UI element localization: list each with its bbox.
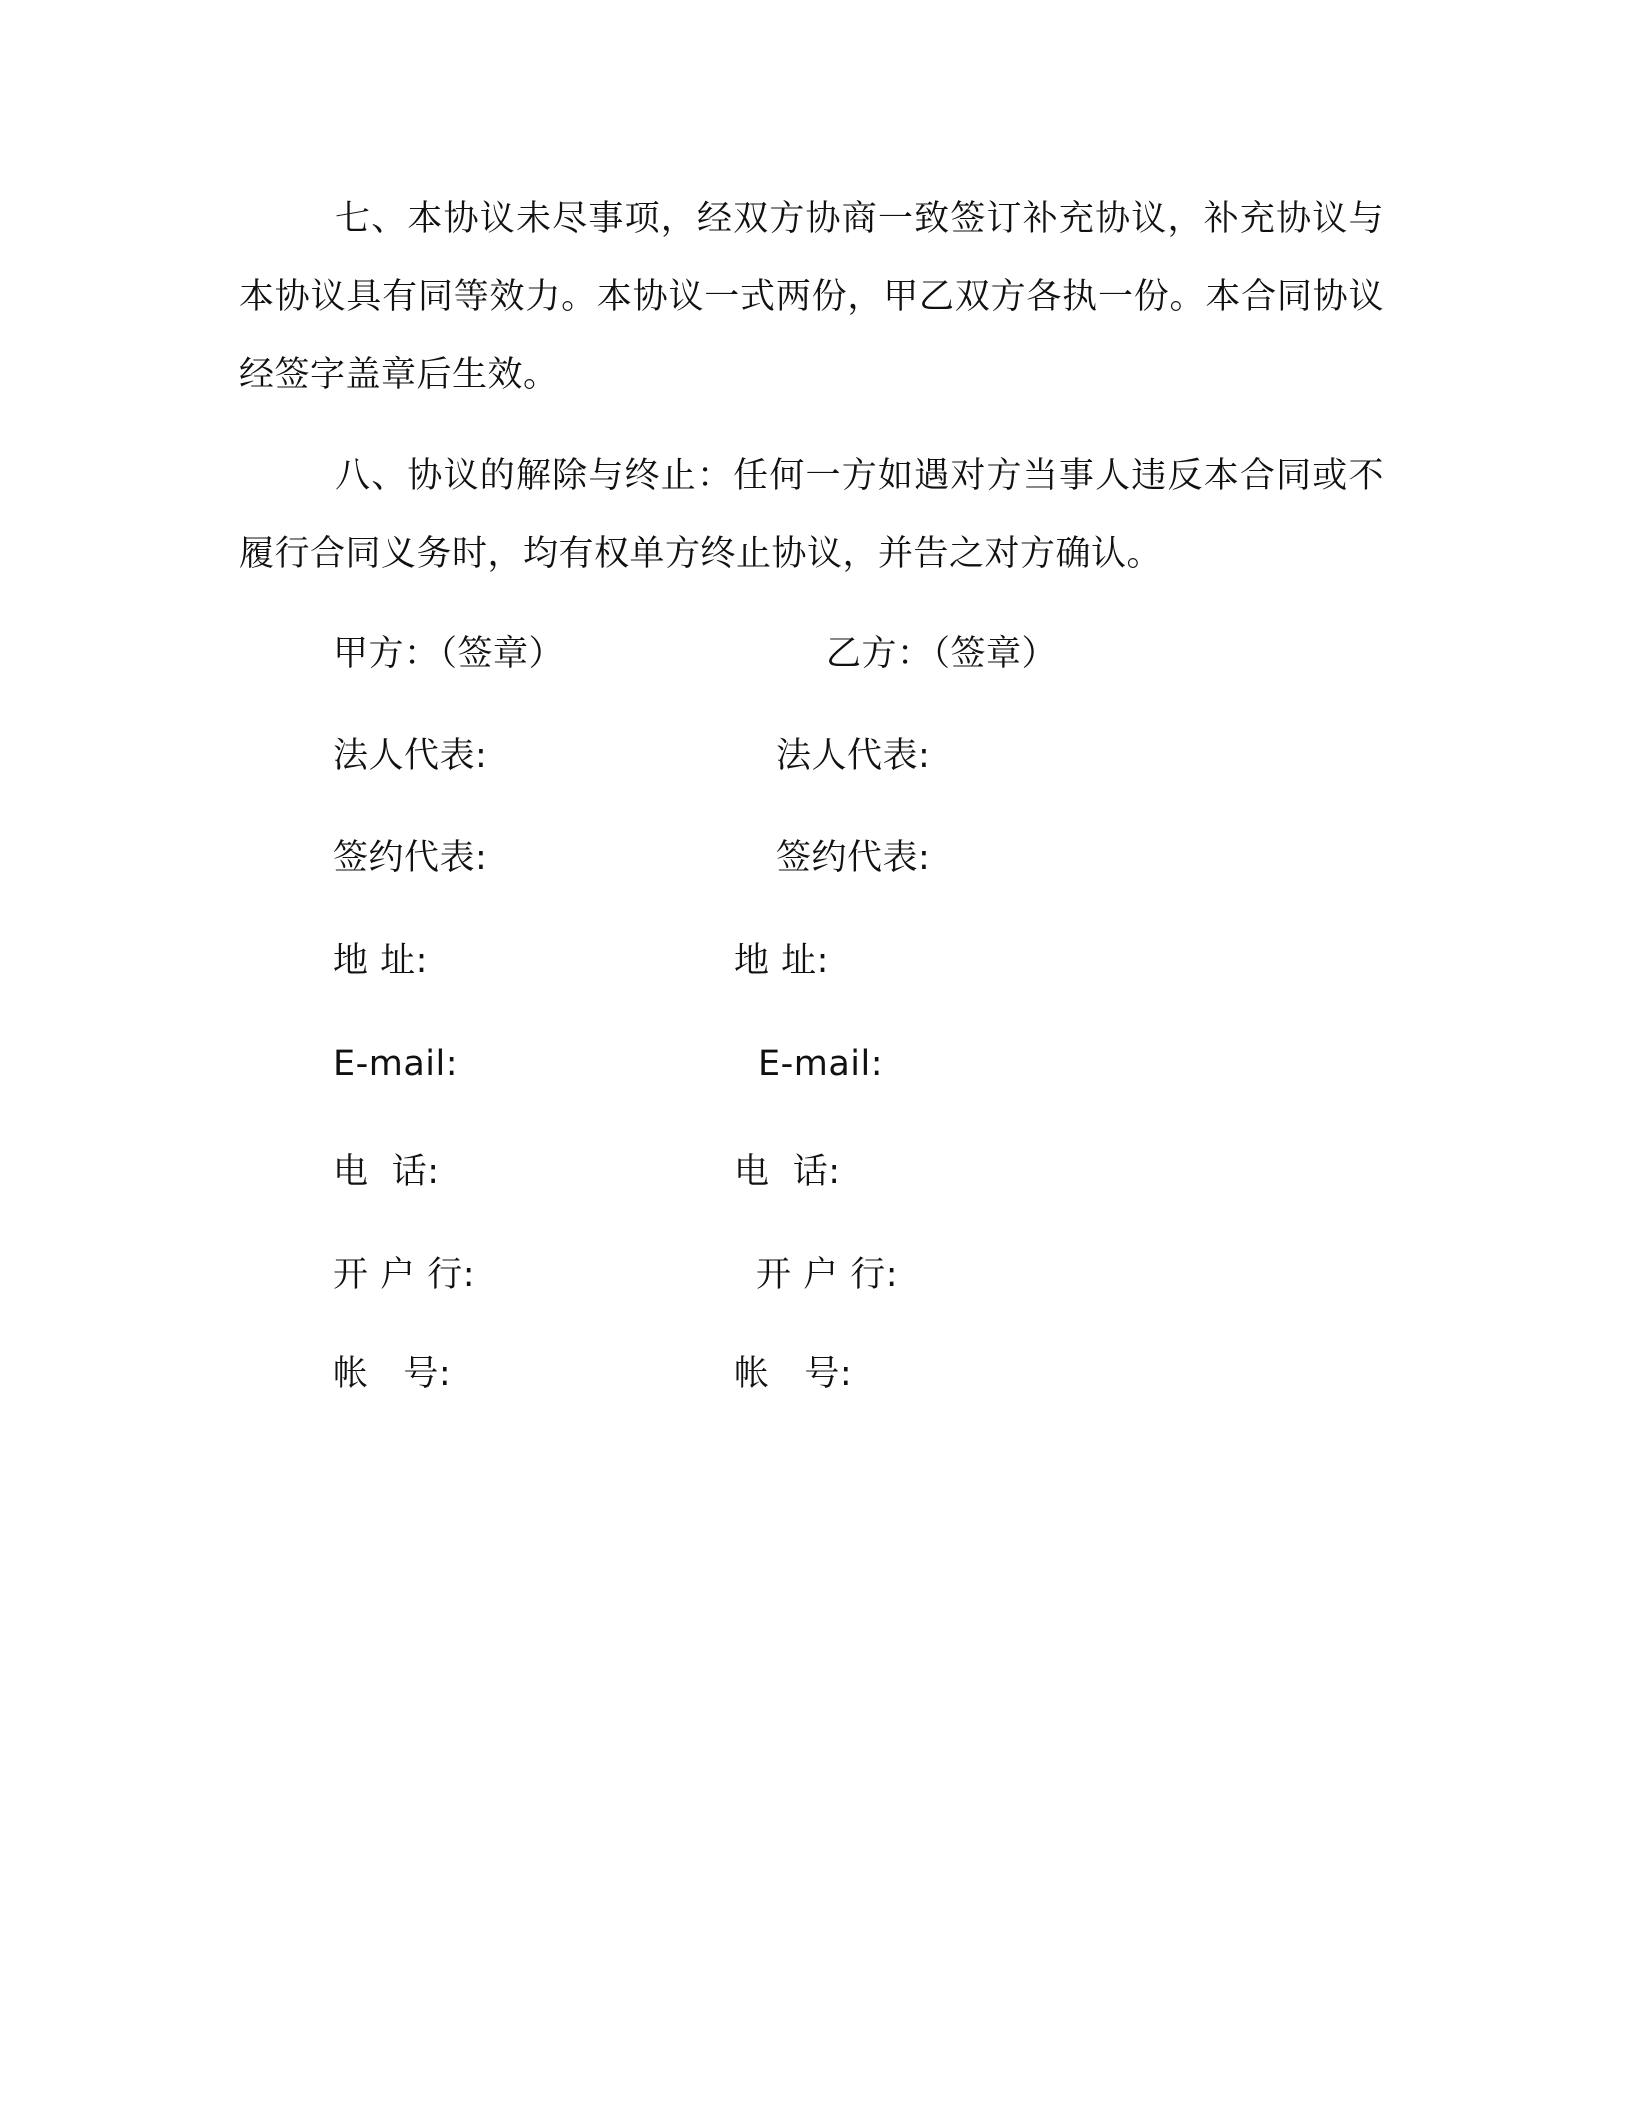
party-b-sign-label: 乙方：（签章） — [826, 634, 1058, 674]
party-a-bank-label: 开 户 行: — [333, 1255, 476, 1295]
party-a-sign-label: 甲方：（签章） — [333, 634, 565, 674]
party-a-signing-rep-label: 签约代表: — [333, 838, 488, 878]
party-b-bank-label: 开 户 行: — [756, 1255, 899, 1295]
party-a-account-label: 帐 号: — [333, 1354, 452, 1394]
party-a-email-label: E-mail: — [333, 1044, 459, 1084]
party-a-address-label: 地 址: — [333, 941, 428, 981]
party-a-phone-label: 电 话: — [333, 1152, 440, 1192]
party-b-legal-rep-label: 法人代表: — [776, 736, 931, 776]
clause-8-paragraph: 八、协议的解除与终止：任何一方如遇对方当事人违反本合同或不履行合同义务时，均有权单方终止协议，并告之对方确认。 — [239, 456, 1384, 574]
party-b-account-label: 帐 号: — [734, 1354, 853, 1394]
party-b-address-label: 地 址: — [734, 941, 829, 981]
clause-7-paragraph: 七、本协议未尽事项，经双方协商一致签订补充协议，补充协议与本协议具有同等效力。本协议一式两份，甲乙双方各执一份。本合同协议经签字盖章后生效。 — [239, 199, 1384, 395]
party-b-signing-rep-label: 签约代表: — [776, 838, 931, 878]
party-a-legal-rep-label: 法人代表: — [333, 736, 488, 776]
party-b-phone-label: 电 话: — [734, 1152, 841, 1192]
party-b-email-label: E-mail: — [758, 1044, 884, 1084]
